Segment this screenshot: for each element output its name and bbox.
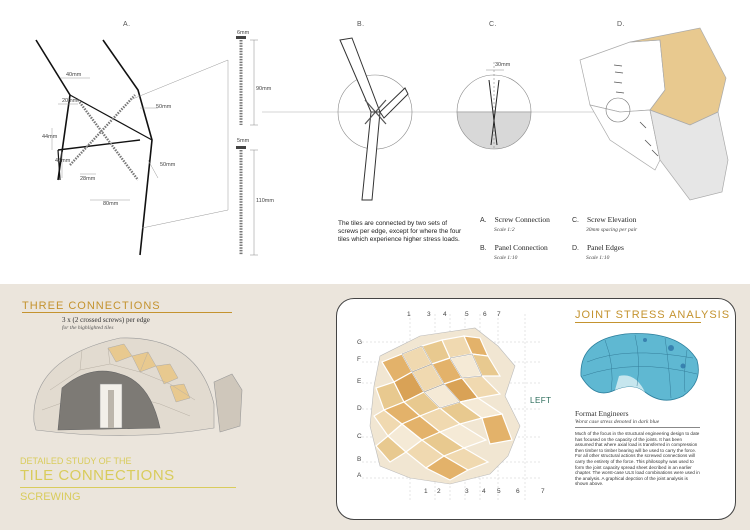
screwing-heading: SCREWING bbox=[20, 491, 81, 503]
connection-caption: The tiles are connected by two sets of screws per edge, except for where the four tiles which experience higher stress loads. bbox=[338, 220, 462, 243]
key-b: B. Panel Connection Scale 1:10 bbox=[480, 243, 548, 261]
dim-40: 40mm bbox=[66, 72, 82, 78]
worst-case-note: Worst case stress denoted in dark blue bbox=[575, 419, 660, 425]
dim-6: 6mm bbox=[237, 30, 250, 36]
label-a: A. bbox=[123, 21, 131, 28]
top-col-7: 7 bbox=[497, 311, 501, 318]
dim-50b: 50mm bbox=[160, 162, 176, 168]
key-a: A. Screw Connection Scale 1:2 bbox=[480, 215, 550, 233]
dim-5: 5mm bbox=[237, 138, 250, 144]
bottom-col-6: 6 bbox=[516, 488, 520, 495]
dim-90: 90mm bbox=[256, 86, 272, 92]
stress-analysis-model bbox=[575, 326, 705, 406]
three-connections-title: THREE CONNECTIONS bbox=[22, 300, 161, 312]
screw-elevation-drawing bbox=[236, 36, 258, 255]
dome-illustration bbox=[20, 330, 250, 446]
format-rule bbox=[575, 427, 700, 428]
highlighted-note: for the highlighted tiles bbox=[62, 325, 114, 331]
detailed-study-line: DETAILED STUDY OF THE bbox=[20, 456, 132, 466]
title-rule bbox=[22, 312, 232, 313]
left-label: LEFT bbox=[530, 396, 552, 405]
bottom-col-2: 2 bbox=[437, 488, 441, 495]
label-c: C. bbox=[489, 21, 497, 28]
bottom-col-4: 4 bbox=[482, 488, 486, 495]
bottom-col-7: 7 bbox=[541, 488, 545, 495]
dim-48: 48mm bbox=[55, 158, 71, 164]
row-label-c: C bbox=[357, 433, 362, 440]
top-col-3: 3 bbox=[427, 311, 431, 318]
top-col-6: 6 bbox=[483, 311, 487, 318]
heading-rule bbox=[20, 487, 236, 488]
screw-spacing-drawing bbox=[457, 62, 531, 150]
joint-title-rule bbox=[575, 322, 701, 323]
label-b: B. bbox=[357, 21, 365, 28]
bottom-col-1: 1 bbox=[424, 488, 428, 495]
screw-connection-drawing bbox=[36, 40, 228, 255]
top-col-5: 5 bbox=[465, 311, 469, 318]
dim-28: 28mm bbox=[80, 176, 96, 182]
key-c: C. Screw Elevation 30mm spacing per pair bbox=[572, 215, 638, 233]
three-connections-sub: 3 x (2 crossed screws) per edge bbox=[62, 316, 150, 324]
label-d: D. bbox=[617, 21, 625, 28]
panel-edges-drawing bbox=[580, 28, 728, 200]
row-label-g: G bbox=[357, 339, 363, 346]
top-col-4: 4 bbox=[443, 311, 447, 318]
dim-50a: 50mm bbox=[156, 104, 172, 110]
bottom-col-5: 5 bbox=[497, 488, 501, 495]
row-label-f: F bbox=[357, 356, 361, 363]
dim-44: 44mm bbox=[42, 134, 58, 140]
row-label-a: A bbox=[357, 472, 362, 479]
row-label-b: B bbox=[357, 456, 362, 463]
row-label-d: D bbox=[357, 405, 362, 412]
tile-connections-heading: TILE CONNECTIONS bbox=[20, 467, 175, 484]
dim-80: 80mm bbox=[103, 201, 119, 207]
tile-grid-map bbox=[340, 306, 560, 516]
dim-20: 20mm bbox=[62, 98, 78, 104]
format-engineers: Format Engineers bbox=[575, 409, 629, 418]
analysis-body-text: Much of the focus in the structural engineering design to date has focused on the capacity of the joints. It has been assumed that where axial load is transferred in compression then timber to timber bearing will be used to carry the force. For all other structural actions the screwed connections will carry the entirety of the force. This philosophy was used to form the joint capacity spread sheet decribed in an earlier chapter. The worst-case ULS load combinations were used in the analysis. A graphical depction of the joint analysis is shown above. bbox=[575, 431, 700, 487]
dim-30: 30mm bbox=[495, 62, 511, 68]
dim-110: 110mm bbox=[256, 198, 274, 204]
panel-connection-drawing bbox=[338, 38, 412, 200]
top-col-1: 1 bbox=[407, 311, 411, 318]
row-label-e: E bbox=[357, 378, 362, 385]
bottom-col-3: 3 bbox=[465, 488, 469, 495]
joint-stress-title: JOINT STRESS ANALYSIS bbox=[575, 309, 731, 321]
key-d: D. Panel Edges Scale 1:10 bbox=[572, 243, 624, 261]
